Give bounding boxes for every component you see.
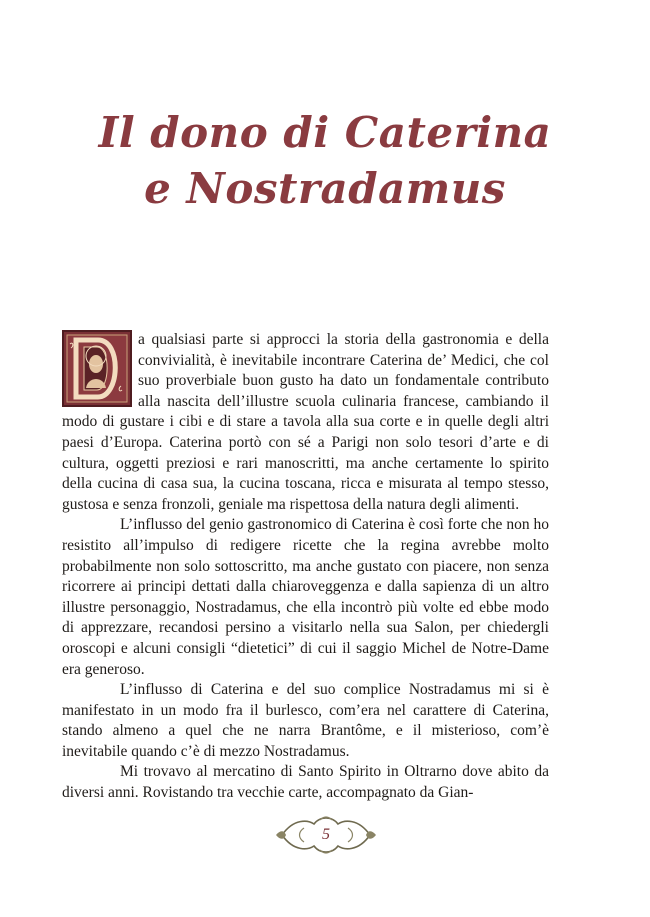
illuminated-initial-d-icon: [64, 332, 130, 405]
paragraph-2: L’influsso del genio gastronomico di Caterina è così forte che non ho resistito all’impulso di redigere ricette che la regina avrebbe molto probabilmente non solo sottoscritto, ma anche gustato con piacere, non senza ricorrere ai principi dettati dalla chiaroveggenza e dalla sapienza di un altro illustre personaggio, Nostradamus, che ella incontrò più volte ed ebbe modo di apprezzare, recandosi persino a visitarlo nella sua Salon, per chiedergli oroscopi e alcuni consigli “dietetici” di cui il saggio Michel de Notre-Dame era generoso.: [62, 516, 549, 678]
paragraph-3: L’influsso di Caterina e del suo complice Nostradamus mi si è manifestato in un modo fra il burlesco, com’era nel carattere di Caterina, stando almeno a quel che ne narra Brantôme, e il misterioso, com’è inevitabile quando c’è di mezzo Nostradamus.: [62, 681, 549, 760]
paragraph-4: Mi trovavo al mercatino di Santo Spirito in Oltrarno dove abito da diversi anni. Rovistando tra vecchie carte, accompagnato da Gian-: [62, 763, 549, 802]
page-number: 5: [322, 826, 330, 843]
chapter-title-line-1: Il dono di Caterina: [98, 108, 552, 157]
illuminated-initial-d: [62, 330, 132, 407]
paragraph-1: a qualsiasi parte si approcci la storia della gastronomia e della convivialità, è inevitabile incontrare Caterina de’ Medici, che col suo proverbiale buon gusto ha dato un fondamentale contributo alla nascita dell’illustre scuola culinaria francese, cambiando il modo di gustare i cibi e di stare a tavola alla sua corte e in quelle degli altri paesi d’Europa. Caterina portò con sé a Parigi non solo tesori d’arte e di cultura, oggetti preziosi e rari manoscritti, ma anche certamente lo spirito della cucina di casa sua, la cucina toscana, ricca e misurata al tempo stesso, gustosa e senza fronzoli, geniale ma rispettosa della natura degli alimenti.: [62, 331, 549, 513]
chapter-title-line-2: e Nostradamus: [144, 164, 506, 213]
chapter-body: [62, 330, 549, 804]
